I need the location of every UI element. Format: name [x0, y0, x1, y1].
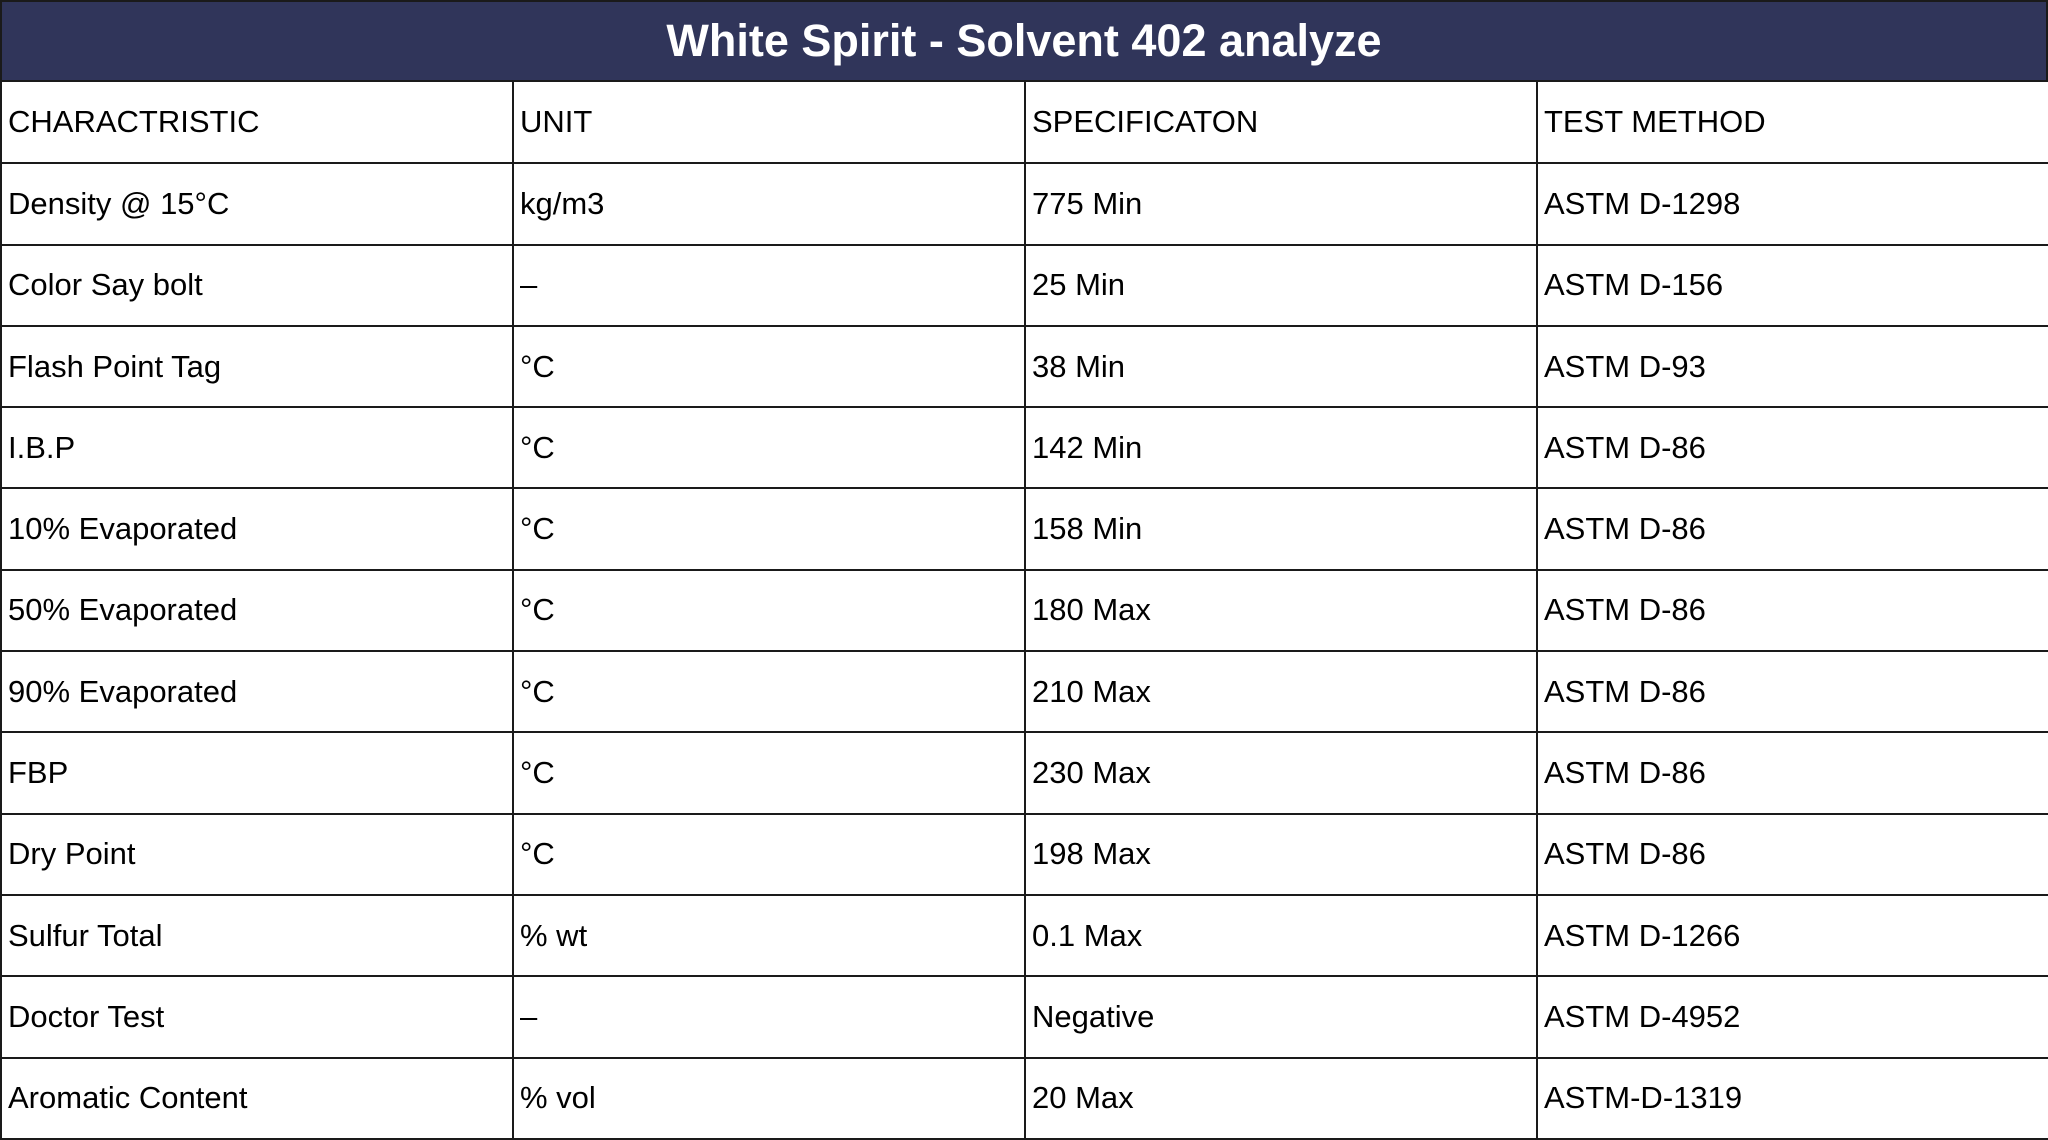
cell-test-method: ASTM D-4952 [1537, 976, 2048, 1057]
table-row [1, 895, 2048, 976]
cell-specification: 775 Min [1025, 163, 1537, 244]
cell-unit: % wt [513, 895, 1025, 976]
cell-characteristic: 90% Evaporated [1, 651, 513, 732]
table-row [1, 488, 2048, 569]
cell-unit: – [513, 245, 1025, 326]
table-body [1, 82, 2048, 1139]
cell-unit: °C [513, 814, 1025, 895]
cell-test-method: ASTM D-86 [1537, 488, 2048, 569]
table-row [1, 407, 2048, 488]
spec-table [0, 82, 2048, 1140]
cell-characteristic: Density @ 15°C [1, 163, 513, 244]
table-title: White Spirit - Solvent 402 analyze [0, 0, 2048, 82]
cell-characteristic: Flash Point Tag [1, 326, 513, 407]
header-unit: UNIT [513, 82, 1025, 163]
cell-characteristic: 10% Evaporated [1, 488, 513, 569]
cell-specification: 198 Max [1025, 814, 1537, 895]
cell-test-method: ASTM D-86 [1537, 407, 2048, 488]
cell-test-method: ASTM D-86 [1537, 814, 2048, 895]
table-row [1, 570, 2048, 651]
cell-characteristic: FBP [1, 732, 513, 813]
table-row [1, 651, 2048, 732]
table-row [1, 732, 2048, 813]
cell-specification: 38 Min [1025, 326, 1537, 407]
cell-specification: 0.1 Max [1025, 895, 1537, 976]
cell-characteristic: I.B.P [1, 407, 513, 488]
cell-specification: 230 Max [1025, 732, 1537, 813]
cell-characteristic: Doctor Test [1, 976, 513, 1057]
cell-specification: 210 Max [1025, 651, 1537, 732]
table-row [1, 976, 2048, 1057]
table-row [1, 163, 2048, 244]
cell-unit: °C [513, 570, 1025, 651]
cell-characteristic: Sulfur Total [1, 895, 513, 976]
cell-unit: – [513, 976, 1025, 1057]
cell-characteristic: Aromatic Content [1, 1058, 513, 1139]
cell-test-method: ASTM D-1298 [1537, 163, 2048, 244]
cell-unit: °C [513, 488, 1025, 569]
cell-specification: Negative [1025, 976, 1537, 1057]
cell-specification: 158 Min [1025, 488, 1537, 569]
cell-test-method: ASTM D-86 [1537, 732, 2048, 813]
cell-characteristic: 50% Evaporated [1, 570, 513, 651]
cell-specification: 20 Max [1025, 1058, 1537, 1139]
cell-test-method: ASTM D-86 [1537, 570, 2048, 651]
cell-test-method: ASTM D-86 [1537, 651, 2048, 732]
cell-specification: 180 Max [1025, 570, 1537, 651]
table-row [1, 326, 2048, 407]
cell-test-method: ASTM-D-1319 [1537, 1058, 2048, 1139]
table-row [1, 1058, 2048, 1139]
cell-unit: °C [513, 407, 1025, 488]
cell-characteristic: Dry Point [1, 814, 513, 895]
table-row [1, 245, 2048, 326]
table-row [1, 814, 2048, 895]
cell-unit: °C [513, 651, 1025, 732]
cell-unit: kg/m3 [513, 163, 1025, 244]
header-test-method: TEST METHOD [1537, 82, 2048, 163]
cell-specification: 25 Min [1025, 245, 1537, 326]
cell-unit: % vol [513, 1058, 1025, 1139]
header-row [1, 82, 2048, 163]
header-specification: SPECIFICATON [1025, 82, 1537, 163]
cell-unit: °C [513, 732, 1025, 813]
cell-test-method: ASTM D-93 [1537, 326, 2048, 407]
cell-characteristic: Color Say bolt [1, 245, 513, 326]
cell-unit: °C [513, 326, 1025, 407]
header-characteristic: CHARACTRISTIC [1, 82, 513, 163]
cell-test-method: ASTM D-156 [1537, 245, 2048, 326]
cell-specification: 142 Min [1025, 407, 1537, 488]
cell-test-method: ASTM D-1266 [1537, 895, 2048, 976]
